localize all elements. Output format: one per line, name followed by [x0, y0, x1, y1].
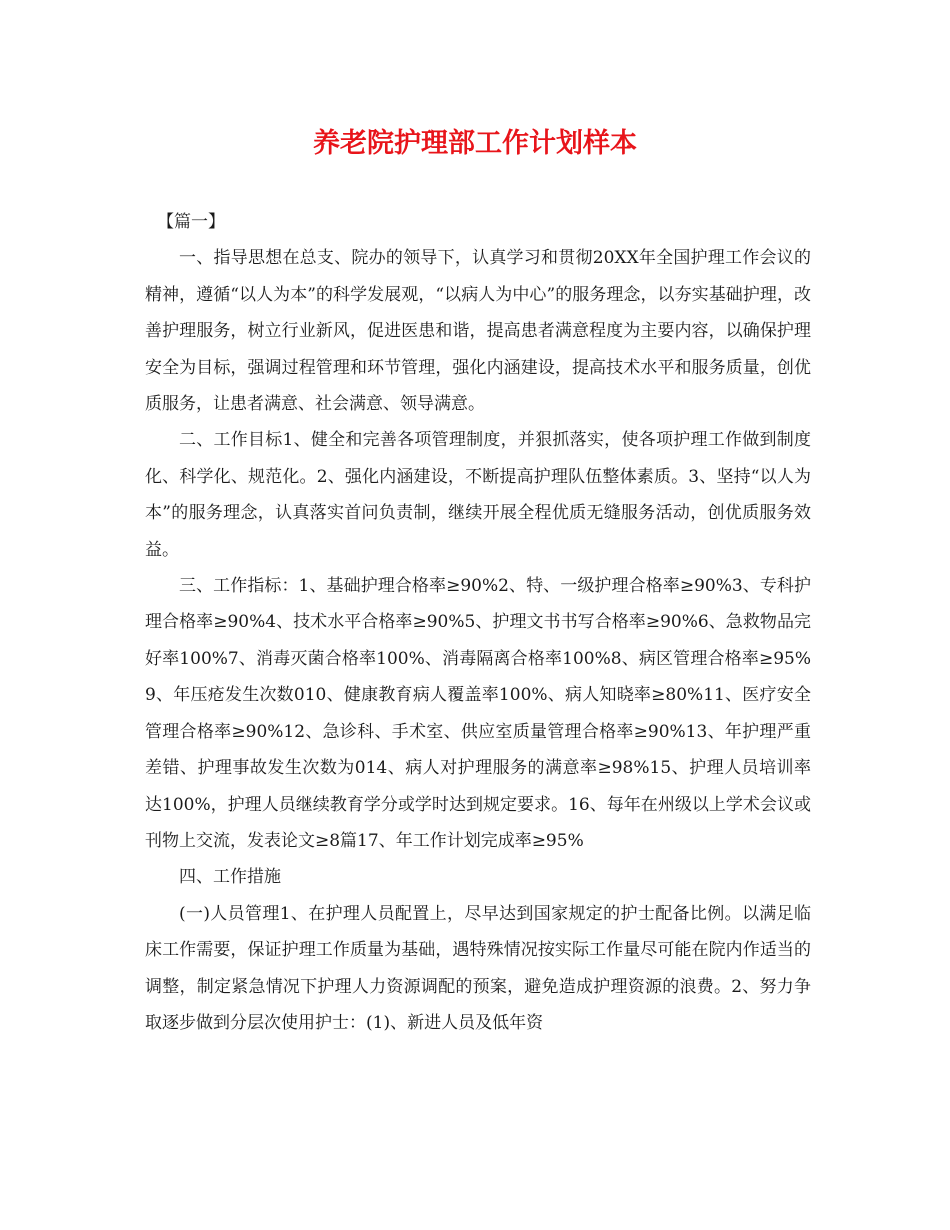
paragraph-work-measures-heading: 四、工作措施 — [179, 867, 281, 888]
paragraph-work-indicators: 三、工作指标：1、基础护理合格率≥90%2、特、一级护理合格率≥90%3、专科护理合格率≥90%4、技术水平合格率≥90%5、护理文书书写合格率≥90%6、急救物品完好率100%7、消毒灭菌合格率100%、消毒隔离合格率100%8、病区管理合格率≥95%9、年压疮发生次数010、健康教育病人覆盖率100%、病人知晓率≥80%11、医疗安全管理合格率≥90%12、急诊科、手术室、供应室质量管理合格率≥90%13、年护理严重差错、护理事故发生次数为014、病人对护理服务的满意率≥98%15、护理人员培训率达100%，护理人员继续教育学分或学时达到规定要求。16、每年在州级以上学术会议或刊物上交流，发表论文≥8篇17、年工作计划完成率≥95% — [145, 576, 811, 851]
paragraph-work-goals: 二、工作目标1、健全和完善各项管理制度，并狠抓落实，使各项护理工作做到制度化、科学化、规范化。2、强化内涵建设，不断提高护理队伍整体素质。3、坚持“以人为本”的服务理念，认真落实首问负责制，继续开展全程优质无缝服务活动，创优质服务效益。 — [145, 430, 811, 560]
document-body — [145, 204, 811, 1041]
document-title: 养老院护理部工作计划样本 — [313, 128, 637, 159]
section-label: 【篇一】 — [157, 212, 225, 232]
paragraph-guiding-ideology: 一、指导思想在总支、院办的领导下，认真学习和贯彻20XX年全国护理工作会议的精神，遵循“以人为本”的科学发展观，“以病人为中心”的服务理念，以夯实基础护理，改善护理服务，树立行业新风，促进医患和谐，提高患者满意程度为主要内容，以确保护理安全为目标，强调过程管理和环节管理，强化内涵建设，提高技术水平和服务质量，创优质服务，让患者满意、社会满意、领导满意。 — [145, 248, 811, 415]
paragraph-personnel-management: (一)人员管理1、在护理人员配置上，尽早达到国家规定的护士配备比例。以满足临床工作需要，保证护理工作质量为基础，遇特殊情况按实际工作量尽可能在院内作适当的调整，制定紧急情况下护理人力资源调配的预案，避免造成护理资源的浪费。2、努力争取逐步做到分层次使用护士：(1)、新进人员及低年资 — [145, 903, 811, 1033]
